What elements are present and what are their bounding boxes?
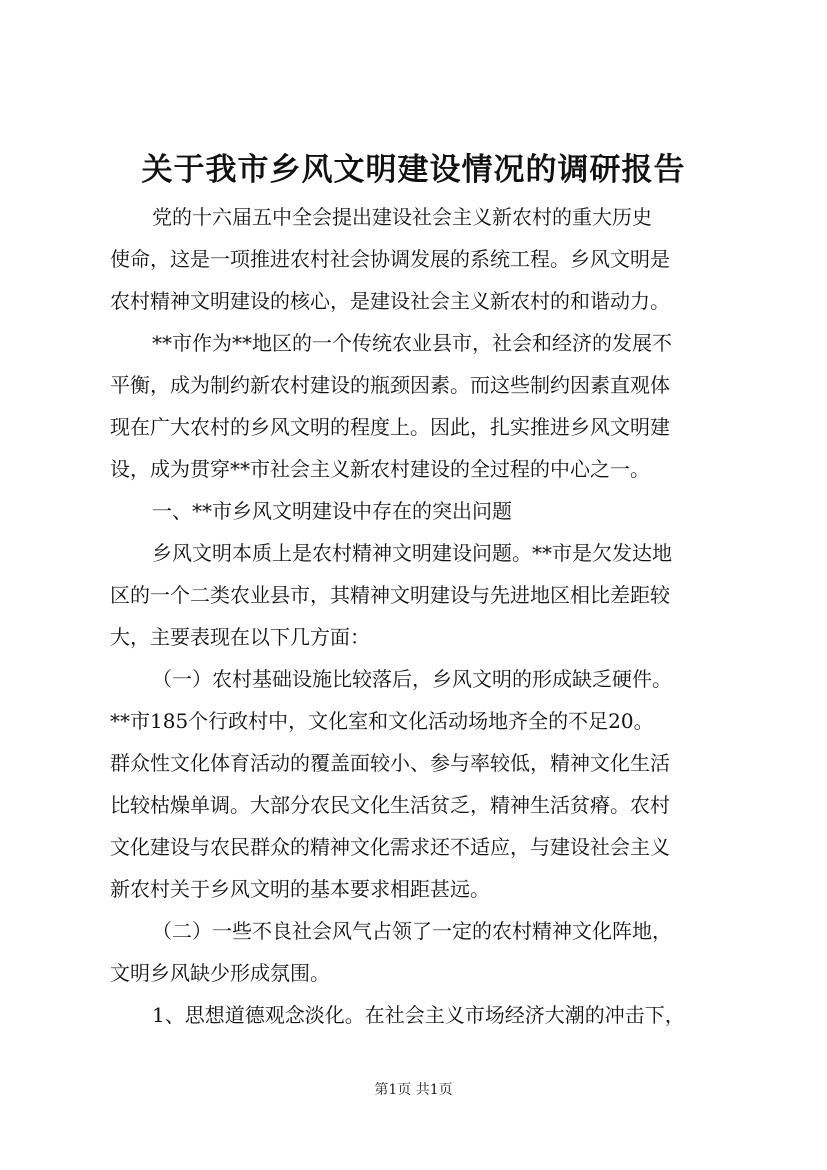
paragraph-line: 新农村关于乡风文明的基本要求相距甚远。 [110,877,490,901]
document-body [110,196,750,1036]
page-footer [0,1079,827,1099]
subsection-heading: （一）农村基础设施比较落后，乡风文明的形成缺乏硬件。 [152,667,672,691]
paragraph-line: 区的一个二类农业县市，其精神文明建设与先进地区相比差距较 [110,583,670,607]
paragraph-line: 比较枯燥单调。大部分农民文化生活贫乏，精神生活贫瘠。农村 [110,793,670,817]
paragraph-line: 文化建设与农民群众的精神文化需求还不适应，与建设社会主义 [110,835,670,859]
subsection-heading: （二）一些不良社会风气占领了一定的农村精神文化阵地， [152,919,672,943]
paragraph-line: 乡风文明本质上是农村精神文明建设问题。**市是欠发达地 [152,541,672,565]
page-number: 第1页 共1页 [374,1082,453,1098]
paragraph-line: **市185个行政村中，文化室和文化活动场地齐全的不足20。 [110,709,654,733]
paragraph-line: 大，主要表现在以下几方面： [110,625,370,649]
paragraph-line: 现在广大农村的乡风文明的程度上。因此，扎实推进乡风文明建 [110,415,670,439]
paragraph-line: 群众性文化体育活动的覆盖面较小、参与率较低，精神文化生活 [110,751,670,775]
paragraph-line: 文明乡风缺少形成氛围。 [110,961,330,985]
paragraph-line: 1、思想道德观念淡化。在社会主义市场经济大潮的冲击下， [152,1003,685,1027]
paragraph-line: 农村精神文明建设的核心，是建设社会主义新农村的和谐动力。 [110,289,670,313]
section-heading: 一、**市乡风文明建设中存在的突出问题 [152,499,512,523]
paragraph-line: 使命，这是一项推进农村社会协调发展的系统工程。乡风文明是 [110,247,670,271]
paragraph-line: **市作为**地区的一个传统农业县市，社会和经济的发展不 [152,331,672,355]
paragraph-line: 党的十六届五中全会提出建设社会主义新农村的重大历史 [152,205,652,229]
document-title: 关于我市乡风文明建设情况的调研报告 [141,152,686,188]
paragraph-line: 设，成为贯穿**市社会主义新农村建设的全过程的中心之一。 [110,457,650,481]
paragraph-line: 平衡，成为制约新农村建设的瓶颈因素。而这些制约因素直观体 [110,373,670,397]
